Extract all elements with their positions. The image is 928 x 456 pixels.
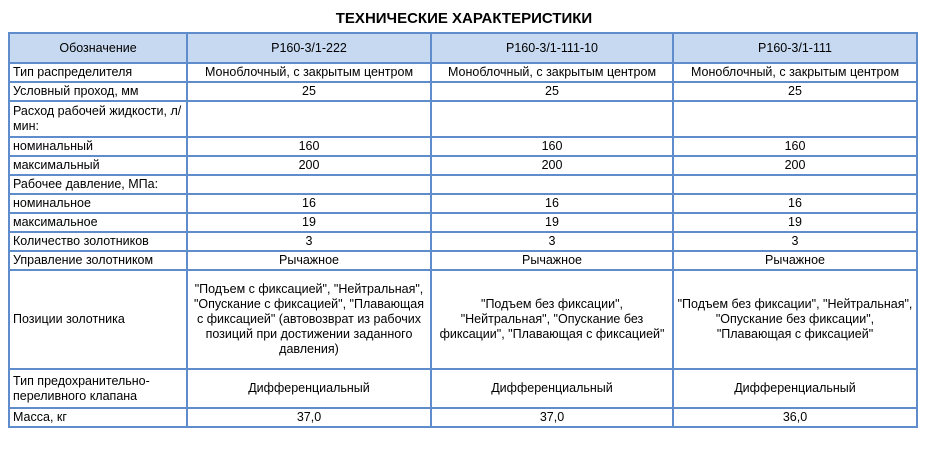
table-cell: Моноблочный, с закрытым центром [673, 63, 917, 82]
table-cell [187, 175, 431, 194]
table-cell: Рычажное [431, 251, 673, 270]
row-label: Расход рабочей жидкости, л/мин: [9, 101, 187, 137]
column-header: Р160-3/1-111 [673, 33, 917, 63]
table-cell: 200 [673, 156, 917, 175]
table-row [9, 137, 917, 156]
table-cell [431, 175, 673, 194]
table-cell: 36,0 [673, 408, 917, 427]
table-cell: "Подъем с фиксацией", "Нейтральная", "Опускание с фиксацией", "Плавающая с фиксацией" (автовозврат из рабочих позиций при достижении заданного давления) [187, 270, 431, 369]
table-cell: 19 [431, 213, 673, 232]
table-cell: 160 [187, 137, 431, 156]
row-label: максимальный [9, 156, 187, 175]
table-cell: Дифференциальный [187, 369, 431, 408]
table-cell: 3 [673, 232, 917, 251]
table-cell: Моноблочный, с закрытым центром [431, 63, 673, 82]
table-cell: 160 [673, 137, 917, 156]
table-row [9, 82, 917, 101]
table-row [9, 101, 917, 137]
table-cell: "Подъем без фиксации", "Нейтральная", "Опускание без фиксации", "Плавающая с фиксацией" [431, 270, 673, 369]
table-cell [431, 101, 673, 137]
table-cell: 3 [187, 232, 431, 251]
table-cell: 19 [673, 213, 917, 232]
table-cell: Моноблочный, с закрытым центром [187, 63, 431, 82]
row-label: Позиции золотника [9, 270, 187, 369]
table-cell: Дифференциальный [673, 369, 917, 408]
table-cell: Рычажное [673, 251, 917, 270]
table-cell: 25 [673, 82, 917, 101]
page-title: ТЕХНИЧЕСКИЕ ХАРАКТЕРИСТИКИ [335, 10, 593, 27]
table-row [9, 156, 917, 175]
column-header: Р160-3/1-222 [187, 33, 431, 63]
table-cell [673, 101, 917, 137]
row-label: Рабочее давление, МПа: [9, 175, 187, 194]
table-row [9, 175, 917, 194]
table-cell: "Подъем без фиксации", "Нейтральная", "Опускание без фиксации", "Плавающая с фиксацией" [673, 270, 917, 369]
table-header-row [9, 33, 917, 63]
row-label: Тип распределителя [9, 63, 187, 82]
row-label: Количество золотников [9, 232, 187, 251]
table-cell: 160 [431, 137, 673, 156]
column-header: Р160-3/1-111-10 [431, 33, 673, 63]
row-label: номинальное [9, 194, 187, 213]
table-cell: 37,0 [187, 408, 431, 427]
table-row [9, 213, 917, 232]
table-row [9, 369, 917, 408]
table-cell: 16 [187, 194, 431, 213]
table-row [9, 232, 917, 251]
table-cell: 16 [673, 194, 917, 213]
table-row [9, 251, 917, 270]
row-label: максимальное [9, 213, 187, 232]
row-label: Масса, кг [9, 408, 187, 427]
table-cell: 200 [431, 156, 673, 175]
table-row [9, 270, 917, 369]
table-cell: 200 [187, 156, 431, 175]
table-row [9, 63, 917, 82]
table-cell [187, 101, 431, 137]
table-row [9, 194, 917, 213]
table-cell: 3 [431, 232, 673, 251]
table-cell: Рычажное [187, 251, 431, 270]
table-row [9, 408, 917, 427]
table-cell: 25 [431, 82, 673, 101]
row-label: Управление золотником [9, 251, 187, 270]
table-cell: 37,0 [431, 408, 673, 427]
specs-table [8, 32, 918, 428]
table-cell [673, 175, 917, 194]
row-label: Условный проход, мм [9, 82, 187, 101]
table-cell: 25 [187, 82, 431, 101]
row-label: Тип предохранительно-переливного клапана [9, 369, 187, 408]
table-cell: Дифференциальный [431, 369, 673, 408]
column-header: Обозначение [9, 33, 187, 63]
table-cell: 16 [431, 194, 673, 213]
row-label: номинальный [9, 137, 187, 156]
table-cell: 19 [187, 213, 431, 232]
